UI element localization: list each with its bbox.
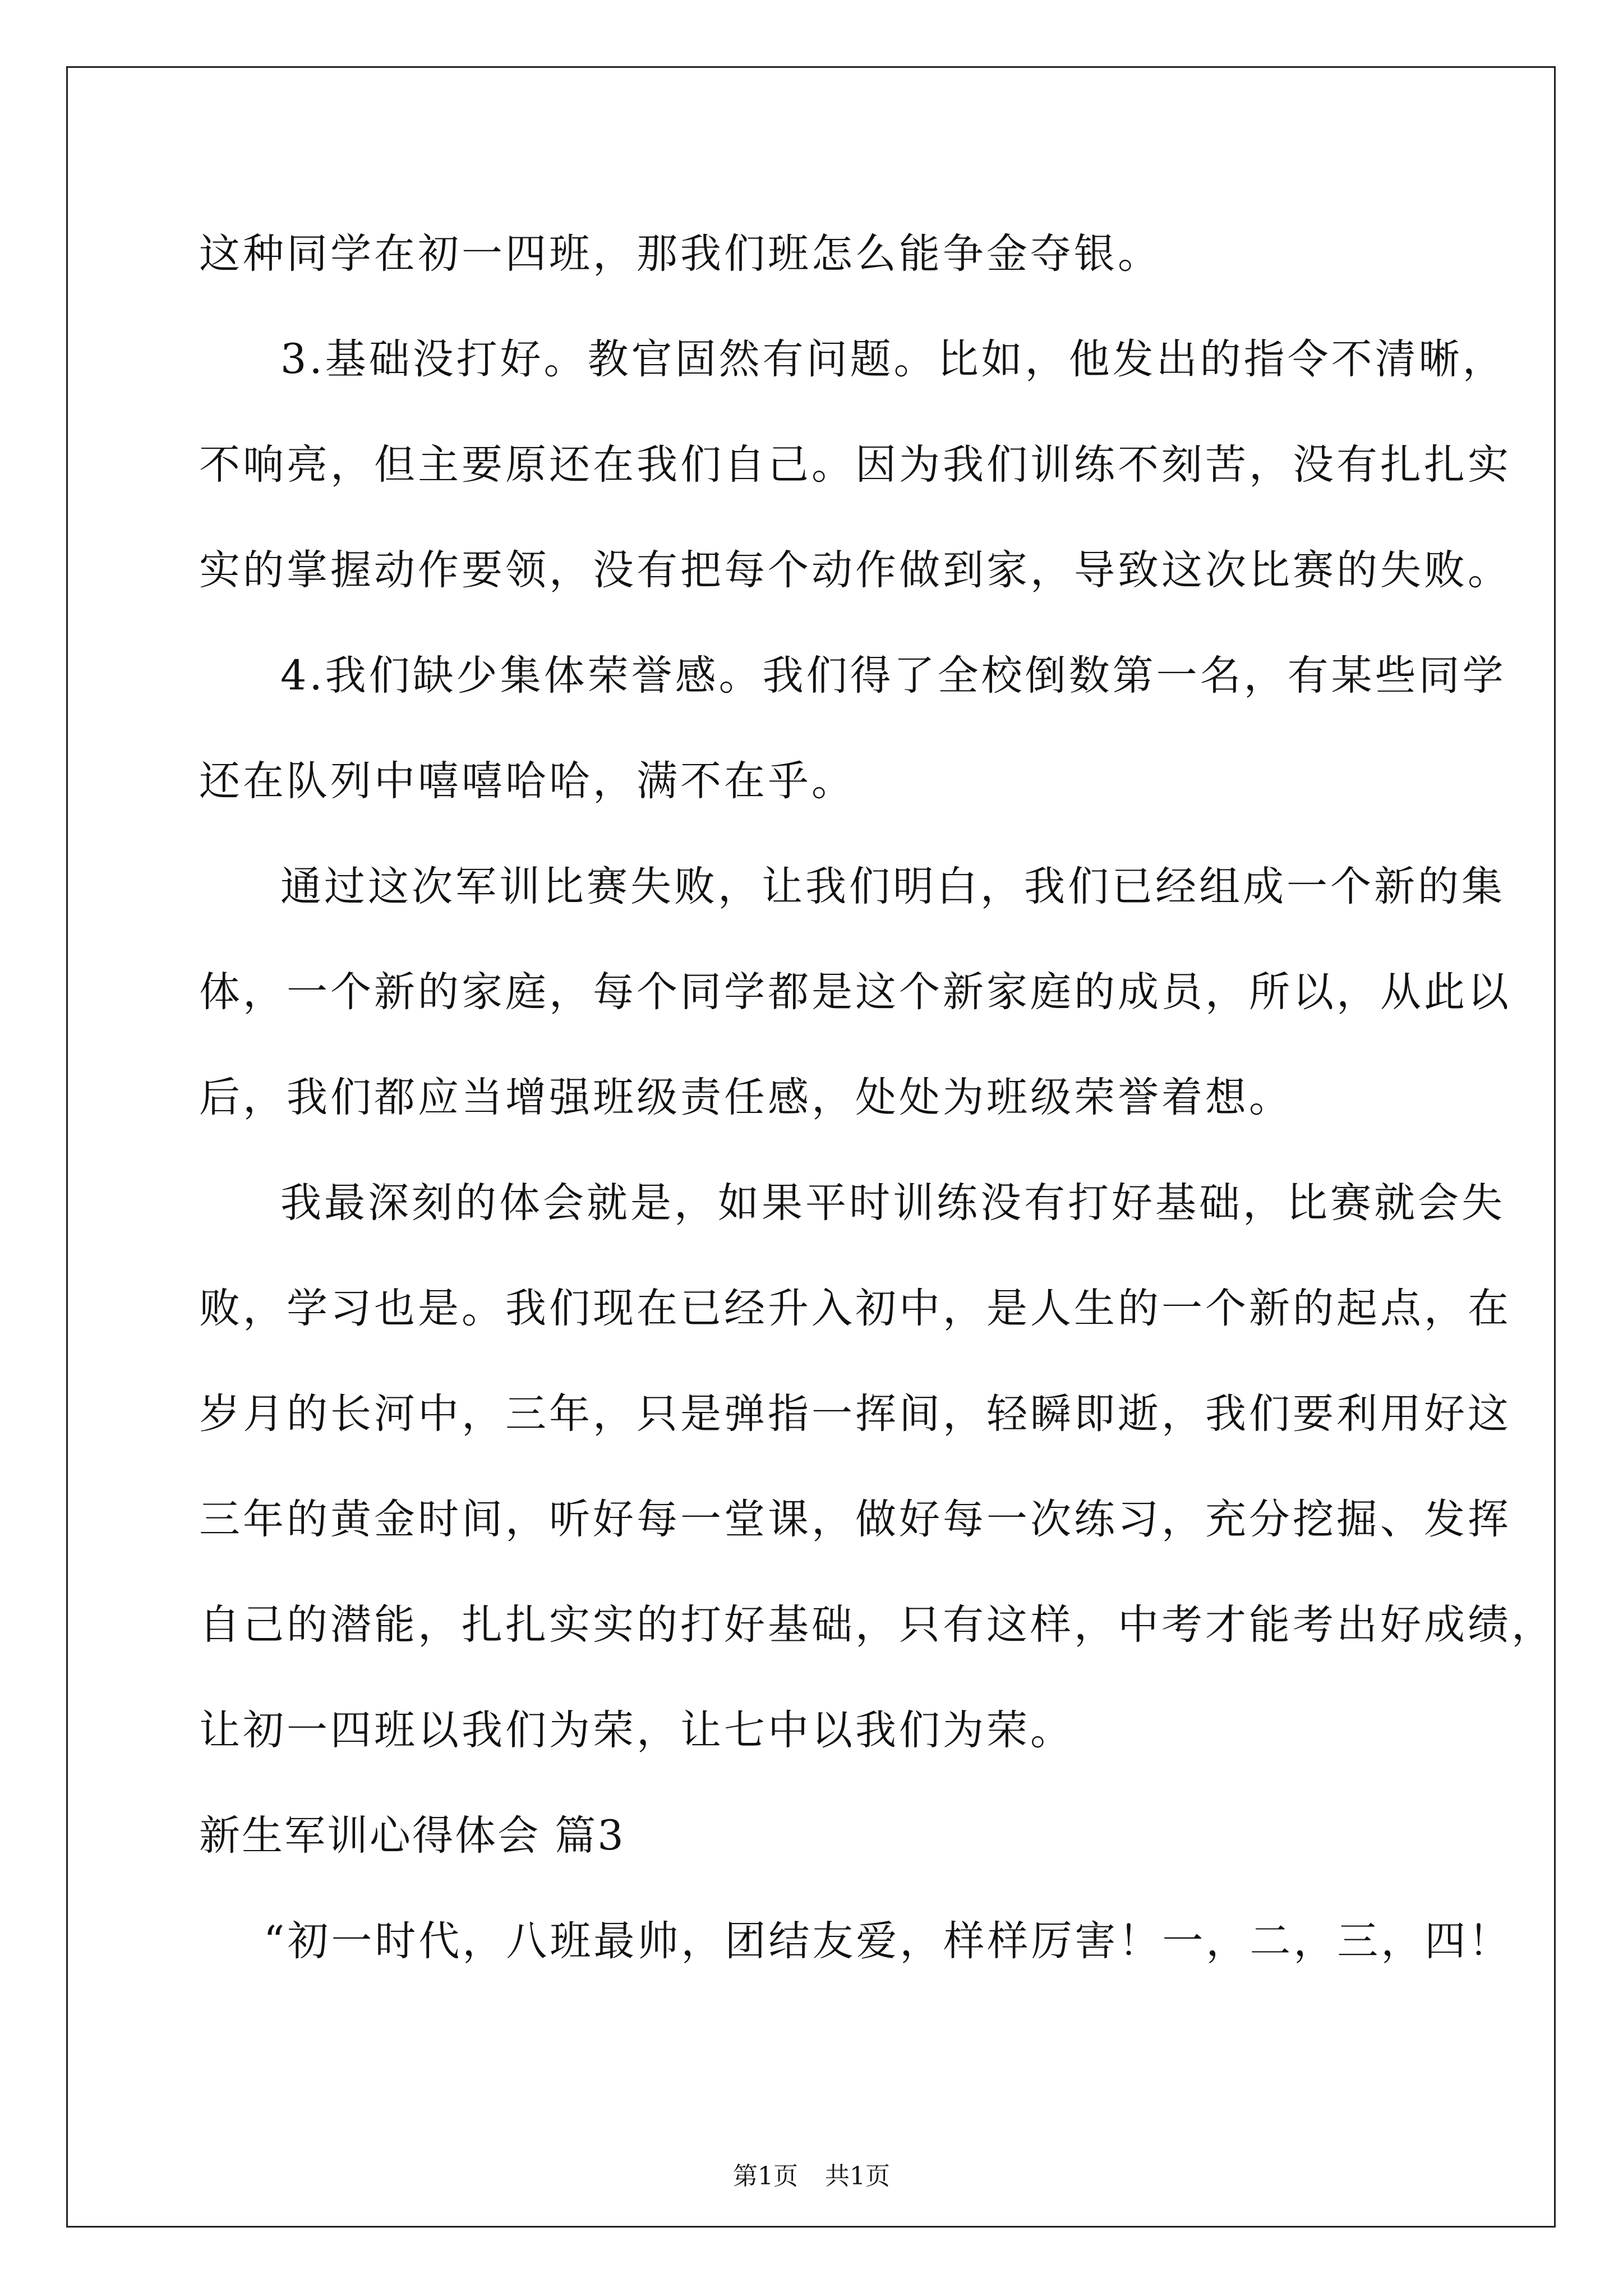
text-line: 三年的黄金时间，听好每一堂课，做好每一次练习，充分挖掘、发挥 [199, 1496, 1511, 1543]
text-line: “初一时代，八班最帅，团结友爱，样样厉害！一，二，三，四！ [264, 1917, 1513, 1965]
text-line: 让初一四班以我们为荣，让七中以我们为荣。 [199, 1706, 1074, 1754]
page-number: 第1页 [733, 2162, 798, 2191]
text-line: 体，一个新的家庭，每个同学都是这个新家庭的成员，所以，从此以 [199, 968, 1511, 1016]
text-line: 还在队列中嘻嘻哈哈，满不在乎。 [199, 757, 855, 805]
page-footer [0, 2164, 1623, 2189]
text-line: 自己的潜能，扎扎实实的打好基础，只有这样，中考才能考出好成绩， [199, 1601, 1555, 1649]
text-line: 通过这次军训比赛失败，让我们明白，我们已经组成一个新的集 [280, 863, 1505, 910]
text-line: 实的掌握动作要领，没有把每个动作做到家，导致这次比赛的失败。 [199, 546, 1511, 594]
text-line: 这种同学在初一四班，那我们班怎么能争金夺银。 [199, 230, 1161, 278]
text-line: 3.基础没打好。教官固然有问题。比如，他发出的指令不清晰， [280, 335, 1506, 383]
text-line: 我最深刻的体会就是，如果平时训练没有打好基础，比赛就会失 [280, 1179, 1505, 1227]
text-line: 岁月的长河中，三年，只是弹指一挥间，轻瞬即逝，我们要利用好这 [199, 1390, 1511, 1438]
page-border [66, 66, 1556, 2228]
text-line: 不响亮，但主要原还在我们自己。因为我们训练不刻苦，没有扎扎实 [199, 441, 1511, 489]
page-total: 共1页 [825, 2162, 890, 2191]
section-heading: 新生军训心得体会 篇3 [199, 1812, 625, 1860]
text-line: 败，学习也是。我们现在已经升入初中，是人生的一个新的起点，在 [199, 1285, 1511, 1332]
text-line: 后，我们都应当增强班级责任感，处处为班级荣誉着想。 [199, 1074, 1293, 1121]
text-line: 4.我们缺少集体荣誉感。我们得了全校倒数第一名，有某些同学 [280, 652, 1506, 700]
